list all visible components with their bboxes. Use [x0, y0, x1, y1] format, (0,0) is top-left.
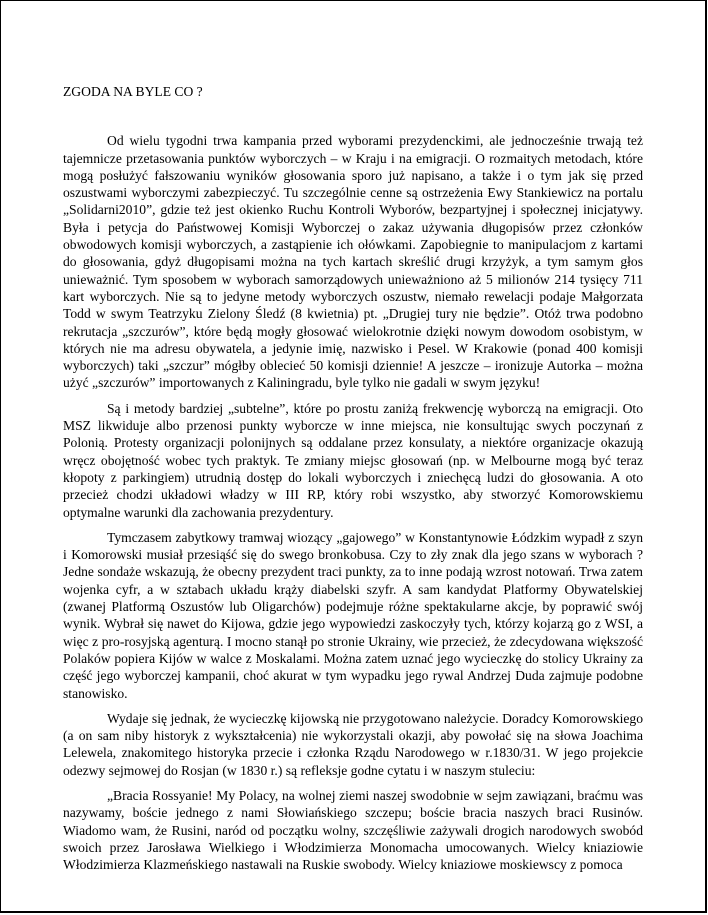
paragraph: Są i metody bardziej „subtelne”, które po prostu zaniżą frekwencję wyborczą na emigracji. Oto MSZ likwiduje albo przenosi punkty wyborcze w inne miejsca, nie konsultując swych poczynań z Polonią. Protesty organizacji polonijnych są oddalane przez konsulaty, a niektóre organizacje okazują wręcz obojętność wobec tych praktyk. Te zmiany miejsc głosowań (np. w Melbourne mogą być teraz kłopoty z parkingiem) utrudnią dostęp do lokali wyborczych i zniechęcą ludzi do głosowania. A oto przecież chodzi układowi władzy w III RP, który robi wszystko, aby stworzyć Komorowskiemu optymalne warunki dla zachowania prezydentury. — [63, 400, 643, 520]
document-title: ZGODA NA BYLE CO ? — [63, 84, 203, 99]
document-body — [63, 83, 643, 881]
paragraph: Tymczasem zabytkowy tramwaj wiozący „gajowego” w Konstantynowie Łódzkim wypadł z szyn i Komorowski musiał przesiąść się do swego bronkobusa. Czy to zły znak dla jego szans w wyborach ? Jedne sondaże wskazują, że obecny prezydent traci punkty, za to inne podają wzrost notowań. Trwa zatem wojenka cyfr, a w sztabach układu krąży diabelski szyfr. A sam kandydat Platformy Obywatelskiej (zwanej Platformą Oszustów lub Oligarchów) podejmuje różne spektakularne akcje, by poprawić swój wynik. Wybrał się nawet do Kijowa, gdzie jego wypowiedzi zaskoczyły tych, którzy kojarzą go z WSI, a więc z pro-rosyjską agenturą. I mocno stanął po stronie Ukrainy, wie przecież, że zdecydowana większość Polaków popiera Kijów w walce z Moskalami. Można zatem uznać jego wycieczkę do stolicy Ukrainy za część jego wyborczej kampanii, choć akurat w tym wypadku jego rywal Andrzej Duda zajmuje podobne stanowisko. — [63, 529, 643, 701]
paragraph: Wydaje się jednak, że wycieczkę kijowską nie przygotowano należycie. Doradcy Komorowskiego (a on sam niby historyk z wykształcenia) nie wykorzystali okazji, aby powołać się na słowa Joachima Lelewela, znakomitego historyka przecie i członka Rządu Narodowego w r.1830/31. W jego projekcie odezwy sejmowej do Rosjan (w 1830 r.) są refleksje godne cytatu i w naszym stuleciu: — [63, 710, 643, 778]
paragraph: Od wielu tygodni trwa kampania przed wyborami prezydenckimi, ale jednocześnie trwają też tajemnicze przetasowania punktów wyborczych – w Kraju i na emigracji. O rozmaitych metodach, które mogą posłużyć fałszowaniu wyników głosowania sporo już napisano, a także i o tym jak się przed oszustwami wyborczymi zabezpieczyć. Tu szczególnie cenne są ostrzeżenia Ewy Stankiewicz na portalu „Solidarni2010”, gdzie też jest okienko Ruchu Kontroli Wyborów, bezpartyjnej i społecznej inicjatywy. Była i petycja do Państwowej Komisji Wyborczej o zakaz używania długopisów przez członków obwodowych komisji wyborczych, a zastąpienie ich ołówkami. Zapobiegnie to manipulacjom z kartami do głosowania, gdyż długopisami można na tych kartach skreślić drugi krzyżyk, a tym samym głos unieważnić. Tym sposobem w wyborach samorządowych unieważniono aż 5 milionów 214 tysięcy 711 kart wyborczych. Nie są to jedyne metody wyborczych oszustw, niemało rewelacji podaje Małgorzata Todd w swym Teatrzyku Zielony Śledź (8 kwietnia) pt. „Drugiej tury nie będzie”. Otóż trwa podobno rekrutacja „szczurów”, które będą mogły głosować wielokrotnie dzięki nowym dowodom osobistym, w których nie ma adresu obywatela, a jedynie imię, nazwisko i Pesel. W Krakowie (ponad 400 komisji wyborczych) taki „szczur” mógłby oblecieć 50 komisji dziennie! A jeszcze – ironizuje Autorka – można użyć „szczurów” importowanych z Kaliningradu, byle tylko nie gadali w swym języku! — [63, 133, 643, 391]
quote-paragraph: „Bracia Rossyanie! My Polacy, na wolnej ziemi naszej swodobnie w sejm zawiązani, braćmu was nazywamy, boście jednego z nami Słowiańskiego szczepu; boście bracia naszych braci Rusinów. Wiadomo wam, że Rusini, naród od początku wolny, szczęśliwie zażywali drogich narodowych swobód swoich przez Jarosława Wielkiego i Włodzimierza Monomacha umocowanych. Wielcy kniaziowie Włodzimierza Klazmeńskiego nastawali na Ruskie swobody. Wielcy kniaziowe moskiewscy z pomoca — [63, 787, 643, 873]
